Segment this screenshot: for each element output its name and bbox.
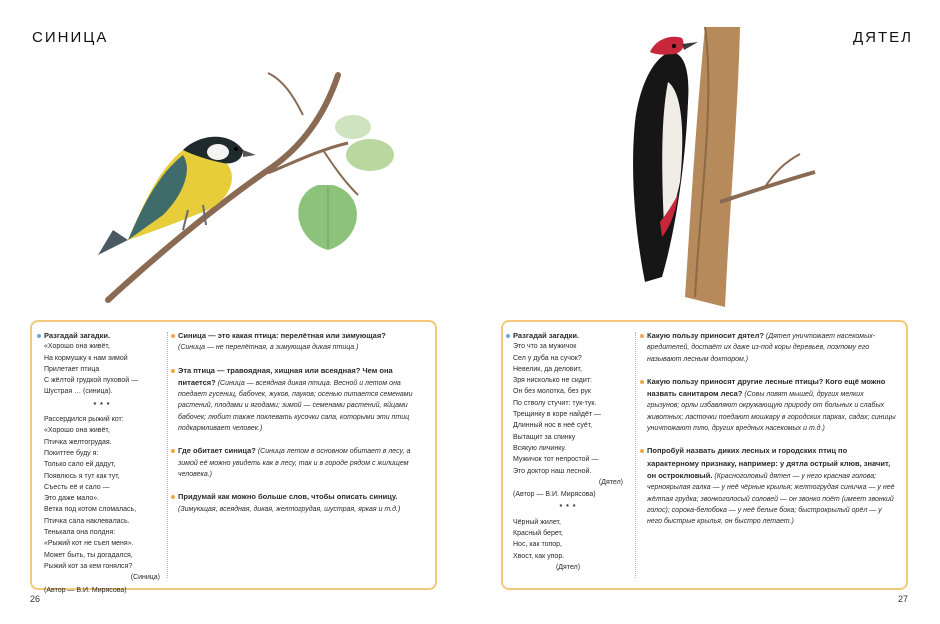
woodpecker-illustration	[590, 22, 830, 307]
question-title: Попробуй назвать диких лесных и городских птиц по характерному признаку, например: у дятла острый клюв, значит, он остроклювый.	[647, 446, 891, 480]
right-questions-column	[647, 330, 897, 538]
right-riddle-column	[513, 330, 623, 573]
riddle-line: Невелик, да деловит,	[513, 365, 582, 373]
question-title: Эта птица — травоядная, хищная или всеядная? Чем она питается?	[178, 365, 393, 387]
bullet-icon	[640, 380, 644, 384]
riddle-line: Птичка сала наклевалась.	[44, 517, 130, 525]
question-title: Какую пользу приносят другие лесные птицы? Кого ещё можно назвать санитаром леса?	[647, 376, 886, 399]
right-riddle-heading: Разгадай загадки.	[513, 330, 623, 341]
question-item	[178, 491, 424, 515]
bullet-icon	[171, 369, 175, 373]
riddle-line: Хвост, как упор.	[513, 552, 565, 560]
bullet-icon	[640, 334, 644, 338]
bullet-icon	[171, 495, 175, 499]
left-page-number: 26	[30, 594, 41, 604]
riddle-line: Только сало ей дадут,	[44, 461, 116, 469]
riddle-line: Шустрая … (синица).	[44, 388, 113, 396]
titmouse-illustration	[88, 55, 418, 305]
left-page-title: СИНИЦА	[32, 29, 109, 46]
question-item	[647, 330, 897, 365]
right-page-number: 27	[898, 594, 909, 604]
riddle-line: Прилетает птица	[44, 365, 100, 373]
question-answer: (Дятел уничтожает насекомых-вредителей, достаёт их даже из-под коры деревьев, поэтому его называют лесным доктором.)	[647, 333, 876, 363]
question-item	[647, 445, 897, 527]
column-divider	[635, 332, 636, 578]
separator-stars: * * *	[559, 504, 577, 512]
riddle-line: С жёлтой грудкой пуховой —	[44, 377, 139, 385]
riddle-answer: (Синица)	[130, 574, 160, 582]
bullet-icon	[640, 449, 644, 453]
question-answer: (Зимующая, всеядная, дикая, желтогрудая, шустрая, яркая и т.д.)	[178, 505, 401, 513]
riddle-line: Зря нисколько не сидит:	[513, 377, 592, 385]
question-title: Где обитает синица?	[178, 446, 256, 456]
question-answer: (Красноголовый дятел — у него красная голова; черноярылая галка — у неё чёрные крылья; желтогрудая синичка — у неё жёлтая грудка; звонкоголосый соловей — он звонко поёт (имеет звонкий голос); сорока-белобока — у неё белые бока; быстрокрылый орёл — у него быстрые крылья, он быстро летает.)	[647, 472, 895, 526]
question-title: Какую пользу приносит дятел?	[647, 331, 764, 340]
riddle-line: «Хорошо она живёт,	[44, 343, 110, 351]
separator-stars: * * *	[93, 401, 111, 409]
question-answer: (Совы ловят мышей, других мелких грызунов; орлы избавляют окружающую природу от больных и слабых животных; ласточки поедают мошкару в городских парках, садах; синицы уничтожают тлю, других вредных насекомых и т.д.)	[647, 391, 896, 433]
left-questions-column	[178, 330, 424, 526]
riddle-answer: (Дятел)	[555, 563, 581, 571]
riddle-line: По стволу стучит: тук-тук.	[513, 399, 597, 407]
question-answer: (Синица — не перелётная, а зимующая дикая птица.)	[178, 344, 359, 352]
riddle-line: Мужичок тот непростой —	[513, 456, 599, 464]
riddle-line: Вытащит за спинку	[513, 433, 576, 441]
riddle-line: Рассердился рыжий кот:	[44, 416, 124, 424]
riddle-line: На кормушку к нам зимой	[44, 354, 128, 362]
riddle-line: «Хорошо она живёт,	[44, 427, 110, 435]
riddle-line: Всякую личинку.	[513, 444, 567, 452]
bullet-icon	[171, 449, 175, 453]
riddle-line: Красный берет,	[513, 530, 563, 538]
riddle-line: Длинный нос в неё суёт,	[513, 422, 593, 430]
riddle-author: (Автор — В.И. Мирясова)	[513, 491, 596, 499]
riddle-line: Птичка желтогрудая.	[44, 438, 112, 446]
riddle-line: Ветка под котом сломалась,	[44, 506, 137, 514]
riddle-line: Нос, как топор,	[513, 541, 562, 549]
riddle-line: Рыжий кот за кем гонялся?	[44, 562, 133, 570]
riddle-line: Трещинку в коре найдёт —	[513, 411, 602, 419]
tree-trunk	[685, 27, 815, 307]
riddle-line: Появлюсь я тут как тут,	[44, 472, 120, 480]
riddle-line: Покиттее буду я:	[44, 449, 99, 457]
question-title: Синица — это какая птица: перелётная или зимующая?	[178, 331, 386, 340]
riddle-line: Тенькала она полдня:	[44, 529, 116, 537]
riddle-line: Это даже мало».	[44, 495, 100, 503]
question-answer: (Синица летом в основном обитает в лесу, а зимой её можно увидеть как в лесу, так и в городе рядом с жилищем человека.)	[178, 448, 411, 478]
riddle-line: Это доктор наш лесной.	[513, 467, 592, 475]
bullet-icon	[171, 334, 175, 338]
question-title: Придумай как можно больше слов, чтобы описать синицу.	[178, 492, 398, 502]
bullet-icon	[37, 334, 41, 338]
left-riddle-heading: Разгадай загадки.	[44, 330, 160, 341]
riddle-line: Чёрный жилет,	[513, 518, 561, 526]
riddle-answer: (Дятел)	[598, 478, 623, 486]
woodpecker	[633, 37, 698, 282]
question-item	[178, 445, 424, 480]
right-info-box	[501, 320, 908, 590]
column-divider	[167, 332, 168, 578]
question-item	[178, 365, 424, 435]
riddle-line: Он без молотка, без рук	[513, 388, 591, 396]
riddle-line: «Рыжий кот не съел меня».	[44, 540, 134, 548]
question-answer: (Синица — всеядная дикая птица. Весной и летом она поедает гусениц, бабочек, жуков, пауков; осенью питается семенами растений, плодами и ягодами; зимой — семенами растений, яйцами бабочек; любит также поклевать кусочки сала, которыми эти птиц подкармливает человек.)	[178, 379, 413, 433]
riddle-author: (Автор — В.И. Мирясова)	[44, 586, 127, 594]
riddle-line: Сел у дуба на сучок?	[513, 354, 582, 362]
riddle-line: Съесть её и сало —	[44, 483, 110, 491]
bullet-icon	[506, 334, 510, 338]
riddle-line: Это что за мужичок	[513, 343, 577, 351]
left-riddle-column	[44, 330, 160, 596]
riddle-line: Может быть, ты догадался,	[44, 551, 133, 559]
left-info-box	[30, 320, 437, 594]
question-item	[647, 376, 897, 434]
question-item	[178, 330, 424, 354]
right-page-title: ДЯТЕЛ	[853, 29, 914, 46]
